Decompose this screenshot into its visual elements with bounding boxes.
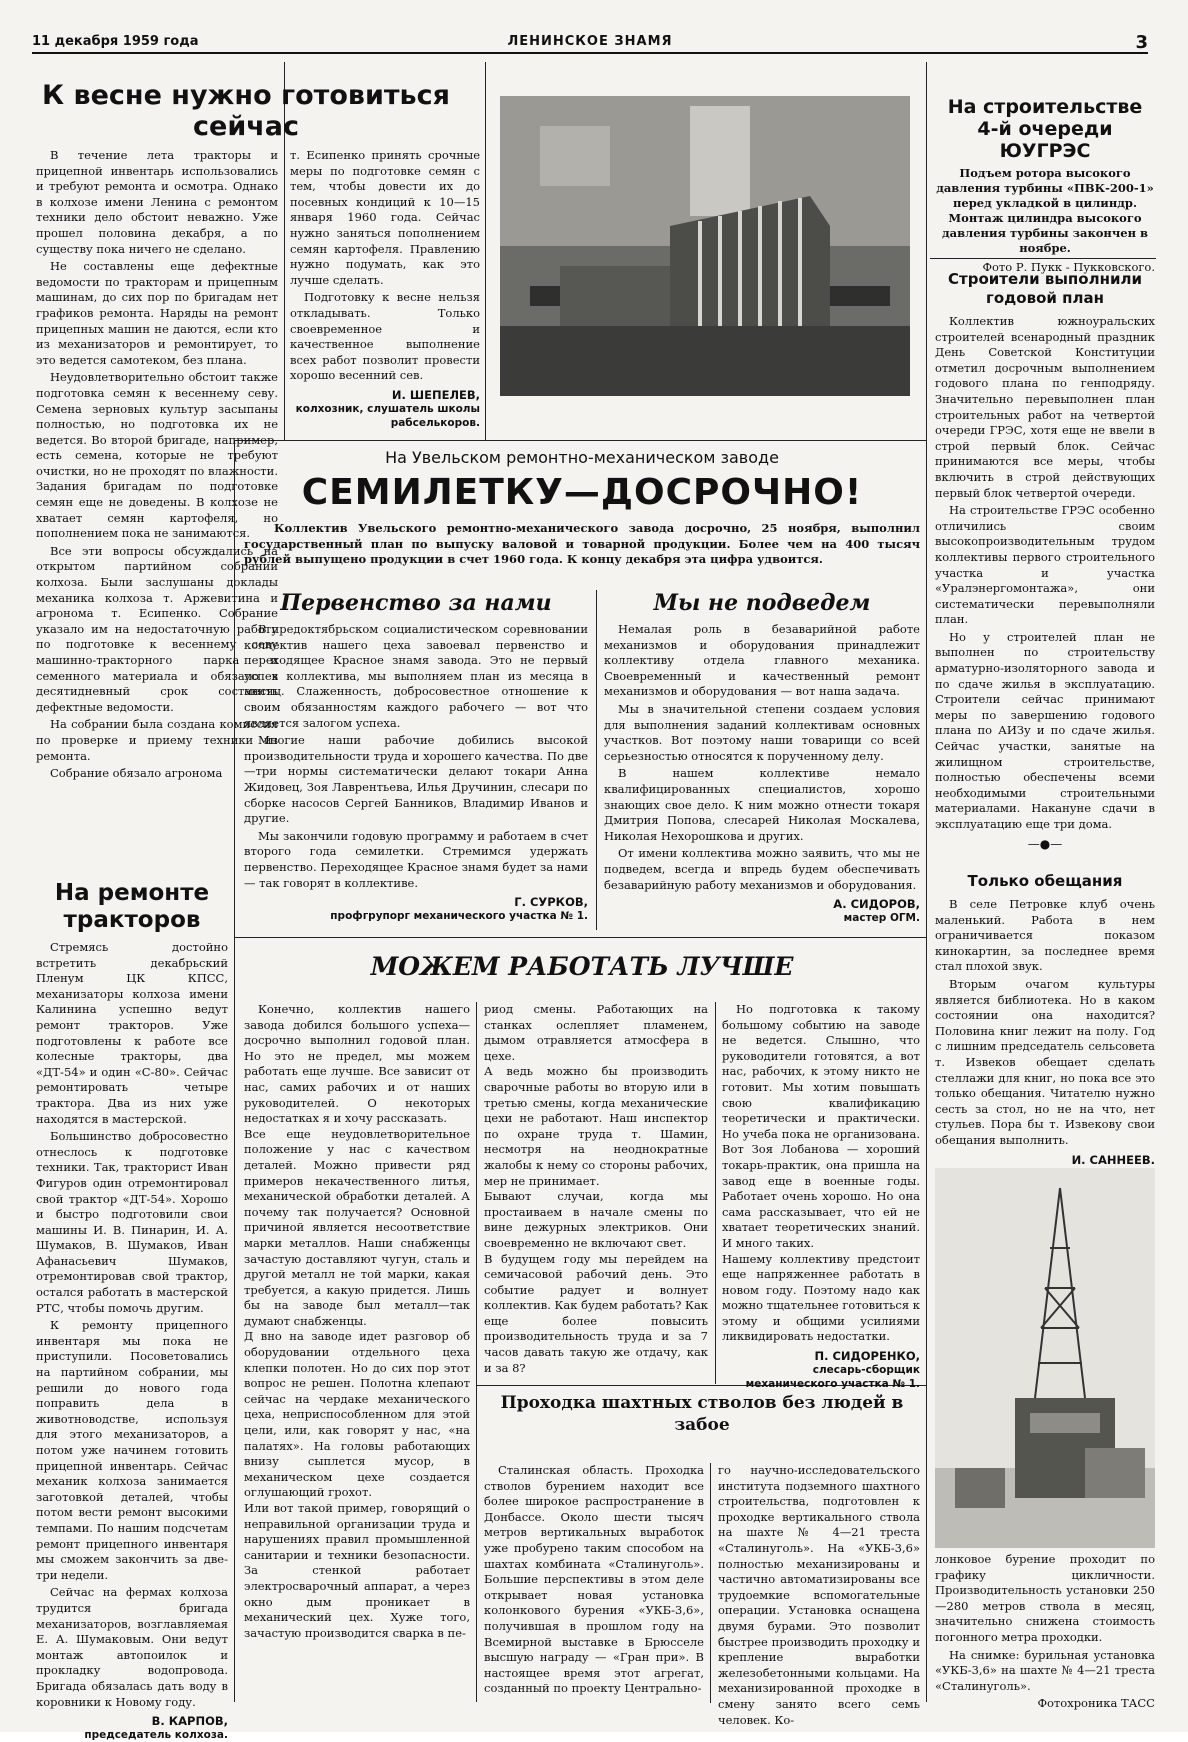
first-place-article xyxy=(244,590,588,935)
paragraph: Подготовку к весне нельзя откладывать. Только своевременное и качественное выполнение всех работ позволит провести хорошо весенний сев. xyxy=(290,290,480,383)
paragraph: го научно-исследовательского института подземного шахтного строительства, подготовлен к проходке вертикального ствола на шахте № 4—21 треста «Сталинуголь». На «УКБ-3,6» полностью механизированы и частично автоматизированы все трудоемкие вспомогательные операции. Установка оснащена двумя бурами. Это позволит быстрее производить проходку и крепление выработки железобетонными кольцами. На механизированной проходке в смену занято всего семь человек. Ко- xyxy=(718,1463,920,1727)
author-signature: И. ШЕПЕЛЕВ, xyxy=(391,387,480,402)
paragraph: В предоктябрьском социалистическом соревновании коллектив нашего цеха завоевал первенство и переходящее Красное знамя завода. Это не первый успех коллектива, мы выполняем план из месяца в месяц. Слаженность, добросовестное отношение к своим обязанностям каждого рабочего — вот что является залогом успеха. xyxy=(244,622,588,730)
paragraph: В нашем коллективе немало квалифицированных специалистов, хорошо знающих свое дело. К ним можно отнести токаря Дмитрия Попова, слесарей Николая Москалева, Николая Нехорошкова и других. xyxy=(604,766,920,843)
factory-kicker: На Увельском ремонтно-механическом заводе xyxy=(385,448,779,467)
separator: —●— xyxy=(1027,836,1063,851)
author-signature: А. СИДОРОВ, xyxy=(833,897,920,912)
author-signature: И. САННЕЕВ. xyxy=(1071,1152,1155,1167)
paragraph: лонковое бурение проходит по графику цикличности. Производительность установки 250—280 метров ствола в месяц, значительно снижена стоимость погонного метра проходки. xyxy=(935,1552,1155,1644)
paragraph: Но у строителей план не выполнен по строительству арматурно-изоляторного завода и по сдаче жилья в эксплуатацию. Строители сейчас принимают меры по завершению годового плана по АИЗу и по сдаче жилья. Сейчас участки, занятые на жилищном строительстве, полностью обеспечены всеми необходимыми строительными материалами. Накануне сдачи в эксплуатацию еще три дома. xyxy=(935,629,1155,831)
paragraph: От имени коллектива можно заявить, что мы не подведем, всегда и впредь будем обеспечивать безаварийную работу механизмов и оборудования. xyxy=(604,846,920,892)
drilling-rig-caption xyxy=(935,1552,1155,1711)
paragraph: Многие наши рабочие добились высокой производительности труда и хорошего качества. По две—три нормы систематически делают токари Анна Жидовец, Зоя Лаврентьева, Илья Дручинин, слесари по сборке насосов Сергей Банников, Владимир Иванов и другие. xyxy=(244,733,588,826)
column-rule xyxy=(715,1002,716,1384)
section-rule xyxy=(234,440,926,441)
better-work-title: МОЖЕМ РАБОТАТЬ ЛУЧШЕ xyxy=(370,952,794,981)
paragraph: Большинство добросовестно отнеслось к подготовке техники. Так, тракторист Иван Фигуров один отремонтировал свой трактор «ДТ-54». Хорошо и быстро подготовили свои машины И. В. Пинарин, И. А. Шумаков, В. Шумаков, Иван Афанасьевич Шумаков, отремонтировав свой трактор, остался работать в мастерской РТС, чтобы помочь другим. xyxy=(36,1129,228,1315)
drilling-rig-photo xyxy=(935,1168,1155,1548)
spring-article-header xyxy=(36,80,456,140)
factory-lead: Коллектив Увельского ремонтно-механического завода досрочно, 25 ноября, выполнил государственный план по выпуску валовой и товарной продукции. Более чем на 400 тысяч рублей выпущено продукции в счет 1960 года. К концу декабря эта цифра удвоится. xyxy=(244,521,920,567)
paragraph: К ремонту прицепного инвентаря мы пока не приступили. Посоветовались на партийном собрании, мы решили до нового года поправить дела в животноводстве, используя для этого механизаторов, а потом уже начинем готовить прицепной инвентарь. Сейчас механик колхоза занимается заготовкой деталей, чтобы потом вести ремонт высокими темпами. По нашим подсчетам ремонт прицепного инвентаря мы сможем закончить за две-три недели. xyxy=(36,1318,228,1582)
paragraph: Стремясь достойно встретить декабрьский Пленум ЦК КПСС, механизаторы колхоза имени Калинина успешно ведут ремонт тракторов. Уже подготовлены к работе все колесные тракторы, два «ДТ-54» и один «С-80». Сейчас ремонтировать четыре трактора. Два из них уже находятся в мастерской. xyxy=(36,940,228,1126)
column-rule xyxy=(476,1002,477,1702)
paragraph: На снимке: бурильная установка «УКБ-3,6» на шахте № 4—21 треста «Сталинуголь». xyxy=(935,1647,1155,1693)
paragraph: На собрании была создана комиссия по проверке и приему техники из ремонта. xyxy=(36,717,278,763)
paragraph: В течение лета тракторы и прицепной инвентарь использовались и требуют ремонта и осмотра. Однако в колхозе имени Ленина с ремонтом техники дело обстоит неважно. Уже прошел половина декабря, а по существу пока ничего не сделано. xyxy=(36,148,278,256)
wont-let-down-article xyxy=(604,590,920,935)
author-title: колхозник, слушатель школы рабселькоров. xyxy=(295,402,480,429)
paragraph: Сталинская область. Проходка стволов бурением находит все более широкое распространение в Донбассе. Около шести тысяч метров вертикальных выработок уже пробурено таким способом на шахтах комбината «Сталинуголь». Большие перспективы в этом деле открывает новая установка колонкового бурения «УКБ-3,6», получившая в прошлом году на Всемирной выставке в Брюсселе высшую награду — «Гран при». В настоящее время этот агрегат, созданный по проекту Центрально- xyxy=(484,1463,704,1696)
paragraph: Не составлены еще дефектные ведомости по тракторам и прицепным машинам, до сих пор по бригадам нет графиков ремонта. Наряды на ремонт прицепных машин не даются, если кто из механизаторов и ремонтирует, то это ведется самотеком, без плана. xyxy=(36,259,278,367)
promises-title: Только обещания xyxy=(967,872,1123,890)
section-rule xyxy=(930,258,1156,259)
shafts-header xyxy=(484,1392,920,1452)
spring-article-col1 xyxy=(36,148,278,888)
newspaper-name: ЛЕНИНСКОЕ ЗНАМЯ xyxy=(507,34,673,49)
tractors-title: На ремонте тракторов xyxy=(54,880,210,933)
first-place-title: Первенство за нами xyxy=(280,590,552,616)
column-rule xyxy=(485,62,486,440)
author-title: профгрупорг механического участка № 1. xyxy=(330,910,588,923)
paragraph: Собрание обязало агронома xyxy=(50,766,223,781)
paragraph: В селе Петровке клуб очень маленький. Работа в нем ограничивается показом кинокартин, за последнее время стал плохой звук. xyxy=(935,897,1155,974)
author-signature: Г. СУРКОВ, xyxy=(514,895,588,910)
paragraph: Коллектив южноуральских строителей всенародный праздник День Советской Конституции отметил досрочным выполнением годового плана по генподряду. Значительно перевыполнен план строительных работ на четвертой очереди ГРЭС, хотя еще не ввели в строй первый блок. Сейчас принимаются все меры, чтобы включить в строй действующих первый блок четвертой очереди. xyxy=(935,314,1155,500)
shafts-col2 xyxy=(718,1463,920,1727)
paragraph: Немалая роль в безаварийной работе механизмов и оборудования принадлежит коллективу отдела главного механика. Своевременный и качественный ремонт механизмов и оборудования — вот наша задача. xyxy=(604,622,920,699)
drilling-rig-image xyxy=(935,1168,1155,1548)
factory-feature-header xyxy=(244,448,920,588)
column-rule xyxy=(926,62,927,1702)
ugres-photo-caption xyxy=(935,96,1155,274)
author-signature: В. КАРПОВ, xyxy=(151,1714,228,1729)
spring-article-col2 xyxy=(290,148,480,438)
promises-article xyxy=(935,872,1155,1167)
column-rule xyxy=(710,1463,711,1703)
column-rule xyxy=(596,590,597,930)
paragraph: На строительстве ГРЭС особенно отличились своим высокопроизводительным трудом коллективы первого строительного участка и участка «Уралэнергомонтажа», они систематически перевыполняли план. xyxy=(935,503,1155,627)
paragraph: Конечно, коллектив нашего завода добился большого успеха—досрочно выполнил годовой план. Но это не предел, мы можем работать еще лучше. Все зависит от нас, самих рабочих и от наших руководителей. О некоторых недостатках я и хочу рассказать. Все еще неудовлетворительное положение у нас с качеством деталей. Можно привести ряд примеров некачественного литья, механической обработки деталей. А почему так получается? Основной причиной является несоответствие марки металлов. Наши снабженцы зачастую доставляют чугун, сталь и другой металл не той марки, какая требуется, а какую придется. Лишь бы на заводе был металл—так думают снабженцы. Д вно на заводе идет разговор об оборудовании отдельного цеха клепки полотен. Но до сих пор этот вопрос не решен. Полотна клепают сейчас на чердаке механического цеха, неприспособленном для этой цели, или, как говорят у нас, «на палатях». На головы работающих внизу сыплется мусор, в механическом цехе создается оглушающий грохот. Или вот такой пример, говорящий о неправильной организации труда и нарушениях правил промышленной санитарии и техники безопасности. За стенкой работает электросварочный аппарат, а через окно дым проникает в механический цех. Хуже того, зачастую производится сварка в пе- xyxy=(244,1002,470,1640)
better-work-col1 xyxy=(244,1002,470,1702)
author-title: слесарь-сборщик механического участка № 1. xyxy=(745,1364,920,1391)
page-number: 3 xyxy=(1135,32,1148,53)
issue-date: 11 декабря 1959 года xyxy=(32,34,199,49)
spring-article-title: К весне нужно готовиться сейчас xyxy=(42,80,450,142)
paragraph: Мы закончили годовую программу и работаем в счет второго года семилетки. Стремимся удержать первенство. Переходящее Красное знамя будет за нами — так говорят в коллективе. xyxy=(244,828,588,890)
paragraph: Все эти вопросы обсуждались на открытом партийном собрании колхоза. Были заслушаны доклады механика колхоза т. Аржевитина и агронома т. Есипенко. Собрание указало им на недостаточную работу по подготовке к весеннему севу машинно-тракторного парка и семенного материала и обязало в десятидневный срок составить дефектные ведомости. xyxy=(36,543,278,714)
paragraph: Неудовлетворительно обстоит также подготовка семян к весеннему севу. Семена зерновых культур засыпаны полностью, но подготовка их не ведется. Во второй бригаде, например, есть семена, которые не требуют очистки, но не проходят по влажности. Задания бригадам по подготовке семян еще не доведены. В колхозе не хватает семян картофеля, но пополнением пока не занимаются. xyxy=(36,370,278,541)
masthead xyxy=(32,34,1148,54)
factory-title: СЕМИЛЕТКУ—ДОСРОЧНО! xyxy=(301,472,863,513)
ugres-title: На строительстве 4-й очереди ЮУГРЭС xyxy=(947,96,1143,162)
paragraph: Сейчас на фермах колхоза трудится бригада механизаторов, возглавляемая Е. А. Шумаковым. Они ведут монтаж автопоилок и прокладку водопровода. Бригада обязалась дать воду в коровники к Новому году. xyxy=(36,1585,228,1709)
better-work-col2 xyxy=(484,1002,708,1382)
ugres-caption: Подъем ротора высокого давления турбины «ПВК-200-1» перед укладкой в цилиндр. Монтаж цилиндра высокого давления турбины закончен в ноябре. xyxy=(936,166,1154,255)
author-title: председатель колхоза. xyxy=(84,1729,228,1742)
paragraph: Но подготовка к такому большому событию на заводе не ведется. Слышно, что руководители готовятся, а вот нас, рабочих, к этому никто не готовит. Мы хотим повышать свою квалификацию теоретически и практически. Но учеба пока не организована. Вот Зоя Лобанова — хороший токарь-практик, она пришла на завод еще в военные годы. Работает очень хорошо. Но она сама рассказывает, что ей не хватает теоретических знаний. И много таких. Нашему коллективу предстоит еще напряженнее работать в новом году. Поэтому надо как можно тщательнее готовиться к этому и общими усилиями ликвидировать недостатки. xyxy=(722,1002,920,1344)
turbine-rotor-image xyxy=(500,96,910,396)
paragraph: Мы в значительной степени создаем условия для выполнения заданий коллективам основных участков. Вот поэтому наши товарищи со всей серьезностью относятся к порученному делу. xyxy=(604,701,920,763)
paragraph: риод смены. Работающих на станках ослепляет пламенем, дымом отравляется атмосфера в цехе. А ведь можно бы производить сварочные работы во вторую или в третью смены, когда механические цехи не работают. Наш инспектор по охране труда т. Шамин, несмотря на неоднократные жалобы к нему со стороны рабочих, мер не принимает. Бывают случаи, когда мы простаиваем в начале смены по вине дежурных электриков. Они своевременно не включают свет. В будущем году мы перейдем на семичасовой рабочий день. Это событие радует и волнует коллектив. Как будем работать? Как еще более повысить производительность труда и за 7 часов давать такую же отдачу, как и за 8? xyxy=(484,1002,708,1375)
tractors-article xyxy=(36,880,228,1742)
shafts-title: Проходка шахтных стволов без людей в забое xyxy=(500,1393,904,1435)
photo-credit: Фото Р. Пукк - Пукковского. xyxy=(982,260,1155,274)
photo-credit: Фотохроника ТАСС xyxy=(1037,1696,1155,1711)
paragraph: Вторым очагом культуры является библиотека. Но в каком состоянии она находится? Половина книг лежит на полу. Год с лишним председатель сельсовета т. Извеков обещает сделать стеллажи для книг, но пока все это только обещания. Читателю нужно сесть за стол, но не на что, нет стульев. Пора бы т. Извекову свои обещания выполнить. xyxy=(935,976,1155,1147)
section-rule xyxy=(234,937,926,938)
author-signature: П. СИДОРЕНКО, xyxy=(814,1349,920,1364)
better-work-col3 xyxy=(722,1002,920,1391)
better-work-header xyxy=(244,950,920,994)
paragraph: т. Есипенко принять срочные меры по подготовке семян с тем, чтобы довести их до посевных кондиций к 10—15 января 1960 года. Сейчас нужно заняться пополнением семян картофеля. Правлению нужно подумать, как это лучше сделать. xyxy=(290,148,480,287)
builders-article xyxy=(935,270,1155,870)
builders-title: Строители выполнили годовой план xyxy=(948,270,1142,307)
author-title: мастер ОГМ. xyxy=(843,912,920,925)
shafts-col1 xyxy=(484,1463,704,1703)
wont-let-down-title: Мы не подведем xyxy=(653,590,871,616)
turbine-rotor-photo xyxy=(500,96,910,396)
